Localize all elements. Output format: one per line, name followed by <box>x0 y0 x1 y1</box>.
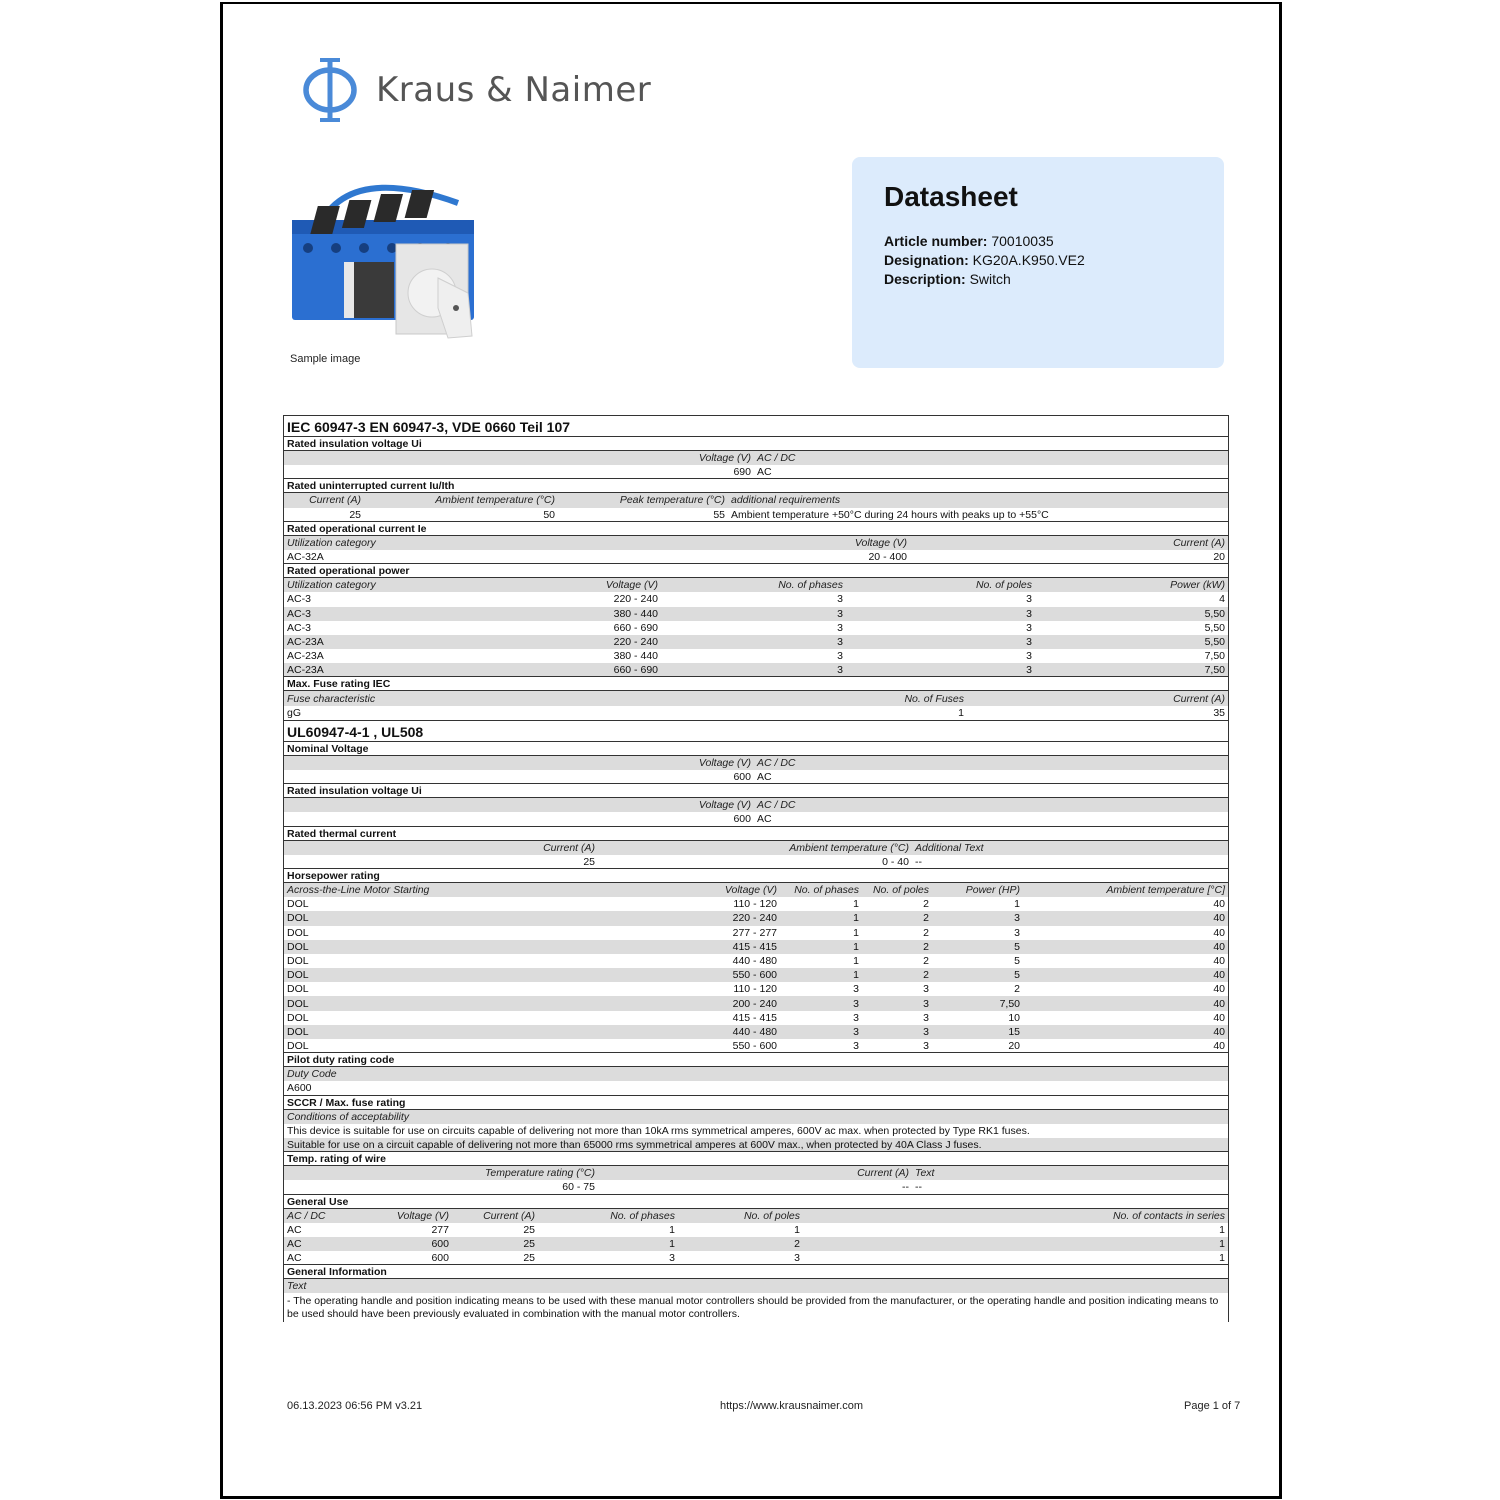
cell: 5,50 <box>1035 635 1228 649</box>
cell: 5 <box>1014 954 1020 967</box>
cell: 3 <box>837 650 843 663</box>
uninterrupted-current-table <box>284 493 1228 521</box>
cell: 3 <box>1026 621 1032 634</box>
col-header: AC / DC <box>754 756 1228 770</box>
cell: 2 <box>923 954 929 967</box>
cell: 7,50 <box>1204 650 1225 663</box>
cell: 3 <box>661 663 846 677</box>
cell: AC <box>757 771 772 784</box>
col-header: Utilization category <box>284 578 464 592</box>
cell: 690 <box>733 466 751 479</box>
cell: Ambient temperature +50°C during 24 hours with peaks up to +55°C <box>731 508 1049 521</box>
col-header: No. of phases <box>780 883 862 897</box>
fuse-rating-table <box>284 691 1228 719</box>
cell: 5,50 <box>1204 621 1225 634</box>
cell: 25 <box>583 855 595 868</box>
wire-temp-table <box>284 1166 1228 1194</box>
cell: DOL <box>284 996 684 1010</box>
table-row <box>284 940 1228 954</box>
cell: DOL <box>284 968 684 982</box>
cell: 220 - 240 <box>613 593 658 606</box>
cell: 3 <box>661 607 846 621</box>
cell: DOL <box>284 911 684 925</box>
operational-power-table <box>284 578 1228 677</box>
cell: 600 <box>364 1237 452 1251</box>
cell: 25 <box>523 1223 535 1236</box>
section-title: Rated insulation voltage Ui <box>284 436 1228 451</box>
table-row <box>284 663 1228 677</box>
col-header: Voltage (V) <box>284 798 754 812</box>
page-title: Datasheet <box>884 181 1018 212</box>
table-row <box>284 1011 1228 1025</box>
phi-logo-icon <box>302 56 358 124</box>
cell: 1 <box>780 911 862 925</box>
insulation-voltage-table <box>284 451 1228 479</box>
cell: 1 <box>780 968 862 982</box>
col-header: Power (kW) <box>1035 578 1228 592</box>
section-title: Rated operational power <box>284 563 1228 578</box>
cell: 20 <box>1008 1040 1020 1053</box>
cell: 1 <box>780 940 862 954</box>
cell: 380 - 440 <box>613 650 658 663</box>
cell: 40 <box>1213 898 1225 911</box>
table-row <box>284 592 1228 606</box>
general-info-table <box>284 1279 1228 1322</box>
cell: 2 <box>862 911 932 925</box>
cell: AC <box>757 466 772 479</box>
table-row <box>284 996 1228 1010</box>
cell: 5,50 <box>1035 607 1228 621</box>
cell: 3 <box>846 607 1035 621</box>
cell: 40 <box>1023 1025 1228 1039</box>
cell: DOL <box>284 940 684 954</box>
cell: 5 <box>932 940 1023 954</box>
cell: 1 <box>794 1223 800 1236</box>
cell: 3 <box>661 635 846 649</box>
table-row <box>284 1223 1228 1237</box>
table-row <box>284 954 1228 968</box>
col-header: Additional Text <box>912 841 1228 855</box>
cell: DOL <box>287 1040 309 1053</box>
cell: AC-23A <box>284 635 464 649</box>
section-title: General Information <box>284 1264 1228 1279</box>
table-row <box>284 649 1228 663</box>
description <box>884 271 1011 287</box>
cell: 3 <box>837 593 843 606</box>
cell: 3 <box>923 983 929 996</box>
cell: 20 - 400 <box>868 551 907 564</box>
cell: 1 <box>1219 1223 1225 1236</box>
col-header: Peak temperature (°C) <box>558 493 728 507</box>
col-header: Voltage (V) <box>284 756 754 770</box>
table-row <box>284 926 1228 940</box>
cell: DOL <box>287 983 309 996</box>
cell: 600 <box>733 771 751 784</box>
footer-url[interactable]: https://www.krausnaimer.com <box>720 1400 864 1412</box>
cell: 50 <box>543 508 555 521</box>
cell: 40 <box>1213 1011 1225 1024</box>
col-header: Ambient temperature [°C] <box>1023 883 1228 897</box>
col-header: No. of poles <box>678 1209 803 1223</box>
article-number <box>884 233 1054 249</box>
section-title: General Use <box>284 1194 1228 1209</box>
operational-current-table <box>284 536 1228 564</box>
cell: 2 <box>923 898 929 911</box>
cell: 1 <box>853 954 859 967</box>
cell: 7,50 <box>932 996 1023 1010</box>
brand-name: Kraus & Naimer <box>376 70 652 110</box>
cell: 1 <box>669 1223 675 1236</box>
col-header: No. of phases <box>538 1209 678 1223</box>
article-number-label: Article number: <box>884 233 988 249</box>
cell: 415 - 415 <box>684 940 780 954</box>
cell: 4 <box>1219 593 1225 606</box>
footer-page-number: Page 1 of 7 <box>1184 1400 1241 1412</box>
col-header: AC / DC <box>284 1209 364 1223</box>
cell: DOL <box>287 954 309 967</box>
cell: 55 <box>713 508 725 521</box>
col-header: Current (A) <box>284 841 598 855</box>
table-row <box>284 1138 1228 1152</box>
table-row <box>284 982 1228 996</box>
cell: 3 <box>853 1040 859 1053</box>
col-header: Voltage (V) <box>284 451 754 465</box>
cell: AC-32A <box>287 551 324 564</box>
col-header: Text <box>912 1166 1228 1180</box>
section-title: SCCR / Max. fuse rating <box>284 1095 1228 1110</box>
col-header: Duty Code <box>284 1067 1228 1081</box>
cell: 3 <box>669 1252 675 1265</box>
col-header: Current (A) <box>452 1209 538 1223</box>
cell: Suitable for use on a circuit capable of delivering not more than 65000 rms symmetrical amperes at 600V max., when protected by 40A Class J fuses. <box>284 1138 1228 1152</box>
col-header: AC / DC <box>754 798 1228 812</box>
footer-timestamp: 06.13.2023 06:56 PM v3.21 <box>287 1400 423 1412</box>
designation <box>884 252 1085 268</box>
cell: 40 <box>1213 1040 1225 1053</box>
article-number-value: 70010035 <box>991 233 1054 249</box>
col-header: Voltage (V) <box>684 883 780 897</box>
col-header: Text <box>284 1279 1228 1293</box>
cell: 3 <box>923 1011 929 1024</box>
cell: 5 <box>932 968 1023 982</box>
cell: 3 <box>1026 650 1032 663</box>
cell: 660 - 690 <box>613 621 658 634</box>
cell: 40 <box>1023 940 1228 954</box>
cell: 600 <box>431 1252 449 1265</box>
cell: 600 <box>733 813 751 826</box>
col-header: Ambient temperature (°C) <box>598 841 912 855</box>
cell: 1 <box>853 898 859 911</box>
ul-insulation-voltage-table <box>284 798 1228 826</box>
cell: 550 - 600 <box>684 968 780 982</box>
cell: A600 <box>287 1082 312 1095</box>
table-row <box>284 1025 1228 1039</box>
standard-title-iec: IEC 60947-3 EN 60947-3, VDE 0660 Teil 107 <box>284 416 1228 437</box>
cell: 3 <box>1026 593 1032 606</box>
cell: 25 <box>523 1252 535 1265</box>
col-header: No. of poles <box>846 578 1035 592</box>
cell: 220 - 240 <box>464 635 661 649</box>
cell: 1 <box>958 706 964 719</box>
cell: 40 <box>1023 968 1228 982</box>
table-row <box>284 607 1228 621</box>
cell: 40 <box>1213 983 1225 996</box>
section-title: Nominal Voltage <box>284 741 1228 756</box>
col-header: Temperature rating (°C) <box>284 1166 598 1180</box>
col-header: Current (A) <box>598 1166 912 1180</box>
cell: 2 <box>678 1237 803 1251</box>
designation-label: Designation: <box>884 252 969 268</box>
cell: 35 <box>1213 706 1225 719</box>
col-header: Current (A) <box>284 493 364 507</box>
cell: 380 - 440 <box>464 607 661 621</box>
cell: DOL <box>284 1025 684 1039</box>
cell: 200 - 240 <box>684 996 780 1010</box>
col-header: Voltage (V) <box>464 578 661 592</box>
section-title: Rated thermal current <box>284 826 1228 841</box>
cell: -- <box>915 1181 922 1194</box>
general-use-table <box>284 1209 1228 1266</box>
col-header: Current (A) <box>967 691 1228 705</box>
cell: 40 <box>1023 911 1228 925</box>
col-header: Conditions of acceptability <box>284 1110 1228 1124</box>
cell: 660 - 690 <box>464 663 661 677</box>
table-row <box>284 635 1228 649</box>
pilot-duty-table <box>284 1067 1228 1095</box>
cell: 3 <box>780 996 862 1010</box>
sccr-table <box>284 1110 1228 1153</box>
cell: 1 <box>803 1237 1228 1251</box>
col-header: No. of poles <box>862 883 932 897</box>
cell: 3 <box>923 1040 929 1053</box>
cell: 2 <box>862 968 932 982</box>
cell: 3 <box>846 663 1035 677</box>
cell: 10 <box>1008 1011 1020 1024</box>
rotary-switch-image <box>288 168 478 343</box>
cell: gG <box>287 706 302 719</box>
cell: 440 - 480 <box>732 954 777 967</box>
datasheet-info-box <box>852 157 1224 368</box>
cell: 3 <box>932 911 1023 925</box>
section-title: Pilot duty rating code <box>284 1052 1228 1067</box>
cell: 1 <box>1014 898 1020 911</box>
cell: -- <box>915 855 922 868</box>
cell: 3 <box>846 635 1035 649</box>
cell: 3 <box>780 1025 862 1039</box>
cell: AC-3 <box>284 607 464 621</box>
cell: 1 <box>1219 1252 1225 1265</box>
table-row <box>284 968 1228 982</box>
col-header: Ambient temperature (°C) <box>364 493 558 507</box>
cell: This device is suitable for use on circuits capable of delivering not more than 10kA rms symmetrical amperes, 600V ac max. when protected by Type RK1 fuses. <box>287 1124 1030 1137</box>
cell: AC-23A <box>284 663 464 677</box>
cell: 40 <box>1213 954 1225 967</box>
cell: AC-23A <box>287 650 324 663</box>
cell: 60 - 75 <box>562 1181 595 1194</box>
cell: 110 - 120 <box>733 983 777 996</box>
section-title: Temp. rating of wire <box>284 1151 1228 1166</box>
col-header: Voltage (V) <box>584 536 910 550</box>
cell: 277 - 277 <box>732 926 777 939</box>
col-header: Across-the-Line Motor Starting <box>284 883 684 897</box>
col-header: Power (HP) <box>932 883 1023 897</box>
table-row <box>284 897 1228 911</box>
section-title: Max. Fuse rating IEC <box>284 676 1228 691</box>
col-header: No. of phases <box>661 578 846 592</box>
thermal-current-table <box>284 841 1228 869</box>
spec-sheet <box>283 415 1229 1322</box>
cell: 550 - 600 <box>732 1040 777 1053</box>
col-header: Current (A) <box>910 536 1228 550</box>
cell: 1 <box>538 1237 678 1251</box>
section-title: Rated operational current Ie <box>284 521 1228 536</box>
cell: 2 <box>1014 983 1020 996</box>
cell: AC <box>284 1237 364 1251</box>
cell: 110 - 120 <box>733 898 777 911</box>
section-title: Rated insulation voltage Ui <box>284 783 1228 798</box>
col-header: additional requirements <box>728 493 1228 507</box>
cell: 1 <box>853 926 859 939</box>
table-row <box>284 1039 1228 1053</box>
table-row <box>284 1124 1228 1138</box>
nominal-voltage-table <box>284 756 1228 784</box>
description-value: Switch <box>969 271 1011 287</box>
description-label: Description: <box>884 271 966 287</box>
designation-value: KG20A.K950.VE2 <box>972 252 1085 268</box>
table-row <box>284 621 1228 635</box>
cell: 3 <box>853 1011 859 1024</box>
cell: 40 <box>1023 996 1228 1010</box>
table-row <box>284 911 1228 925</box>
cell: AC <box>287 1252 302 1265</box>
cell: 0 - 40 <box>882 855 909 868</box>
cell: AC-3 <box>287 621 311 634</box>
table-row <box>284 1237 1228 1251</box>
cell: AC <box>287 1223 302 1236</box>
cell: 3 <box>1014 926 1020 939</box>
general-info-text: - The operating handle and position indicating means to be used with these manual motor controllers should be provided from the manufacturer, or the operating handle and position indicating means to be used should have been previously evaluated in combination with the manual motor controllers. <box>287 1295 1219 1321</box>
cell: 2 <box>923 926 929 939</box>
cell: DOL <box>287 898 309 911</box>
cell: DOL <box>287 926 309 939</box>
standard-title-ul: UL60947-4-1 , UL508 <box>284 720 1228 742</box>
cell: AC <box>757 813 772 826</box>
col-header: Voltage (V) <box>364 1209 452 1223</box>
cell: 277 <box>431 1223 449 1236</box>
cell: 3 <box>862 996 932 1010</box>
col-header: Utilization category <box>284 536 584 550</box>
cell: 25 <box>349 508 361 521</box>
cell: 3 <box>853 983 859 996</box>
cell: 2 <box>862 940 932 954</box>
cell: 40 <box>1213 926 1225 939</box>
cell: 7,50 <box>1035 663 1228 677</box>
col-header: No. of Fuses <box>584 691 967 705</box>
brand-logo <box>302 56 651 124</box>
cell: 220 - 240 <box>684 911 780 925</box>
cell: 25 <box>452 1237 538 1251</box>
col-header: Fuse characteristic <box>284 691 584 705</box>
section-title: Horsepower rating <box>284 868 1228 883</box>
cell: 3 <box>794 1252 800 1265</box>
cell: 440 - 480 <box>684 1025 780 1039</box>
section-title: Rated uninterrupted current Iu/Ith <box>284 478 1228 493</box>
col-header: No. of contacts in series <box>803 1209 1228 1223</box>
horsepower-table <box>284 883 1228 1053</box>
cell: 3 <box>837 621 843 634</box>
cell: 415 - 415 <box>732 1011 777 1024</box>
cell: 3 <box>862 1025 932 1039</box>
cell: -- <box>902 1181 909 1194</box>
col-header: AC / DC <box>754 451 1228 465</box>
image-caption: Sample image <box>290 353 361 365</box>
cell: 20 <box>1213 551 1225 564</box>
cell: AC-3 <box>287 593 311 606</box>
cell: DOL <box>287 1011 309 1024</box>
table-row <box>284 1251 1228 1265</box>
cell: 15 <box>932 1025 1023 1039</box>
